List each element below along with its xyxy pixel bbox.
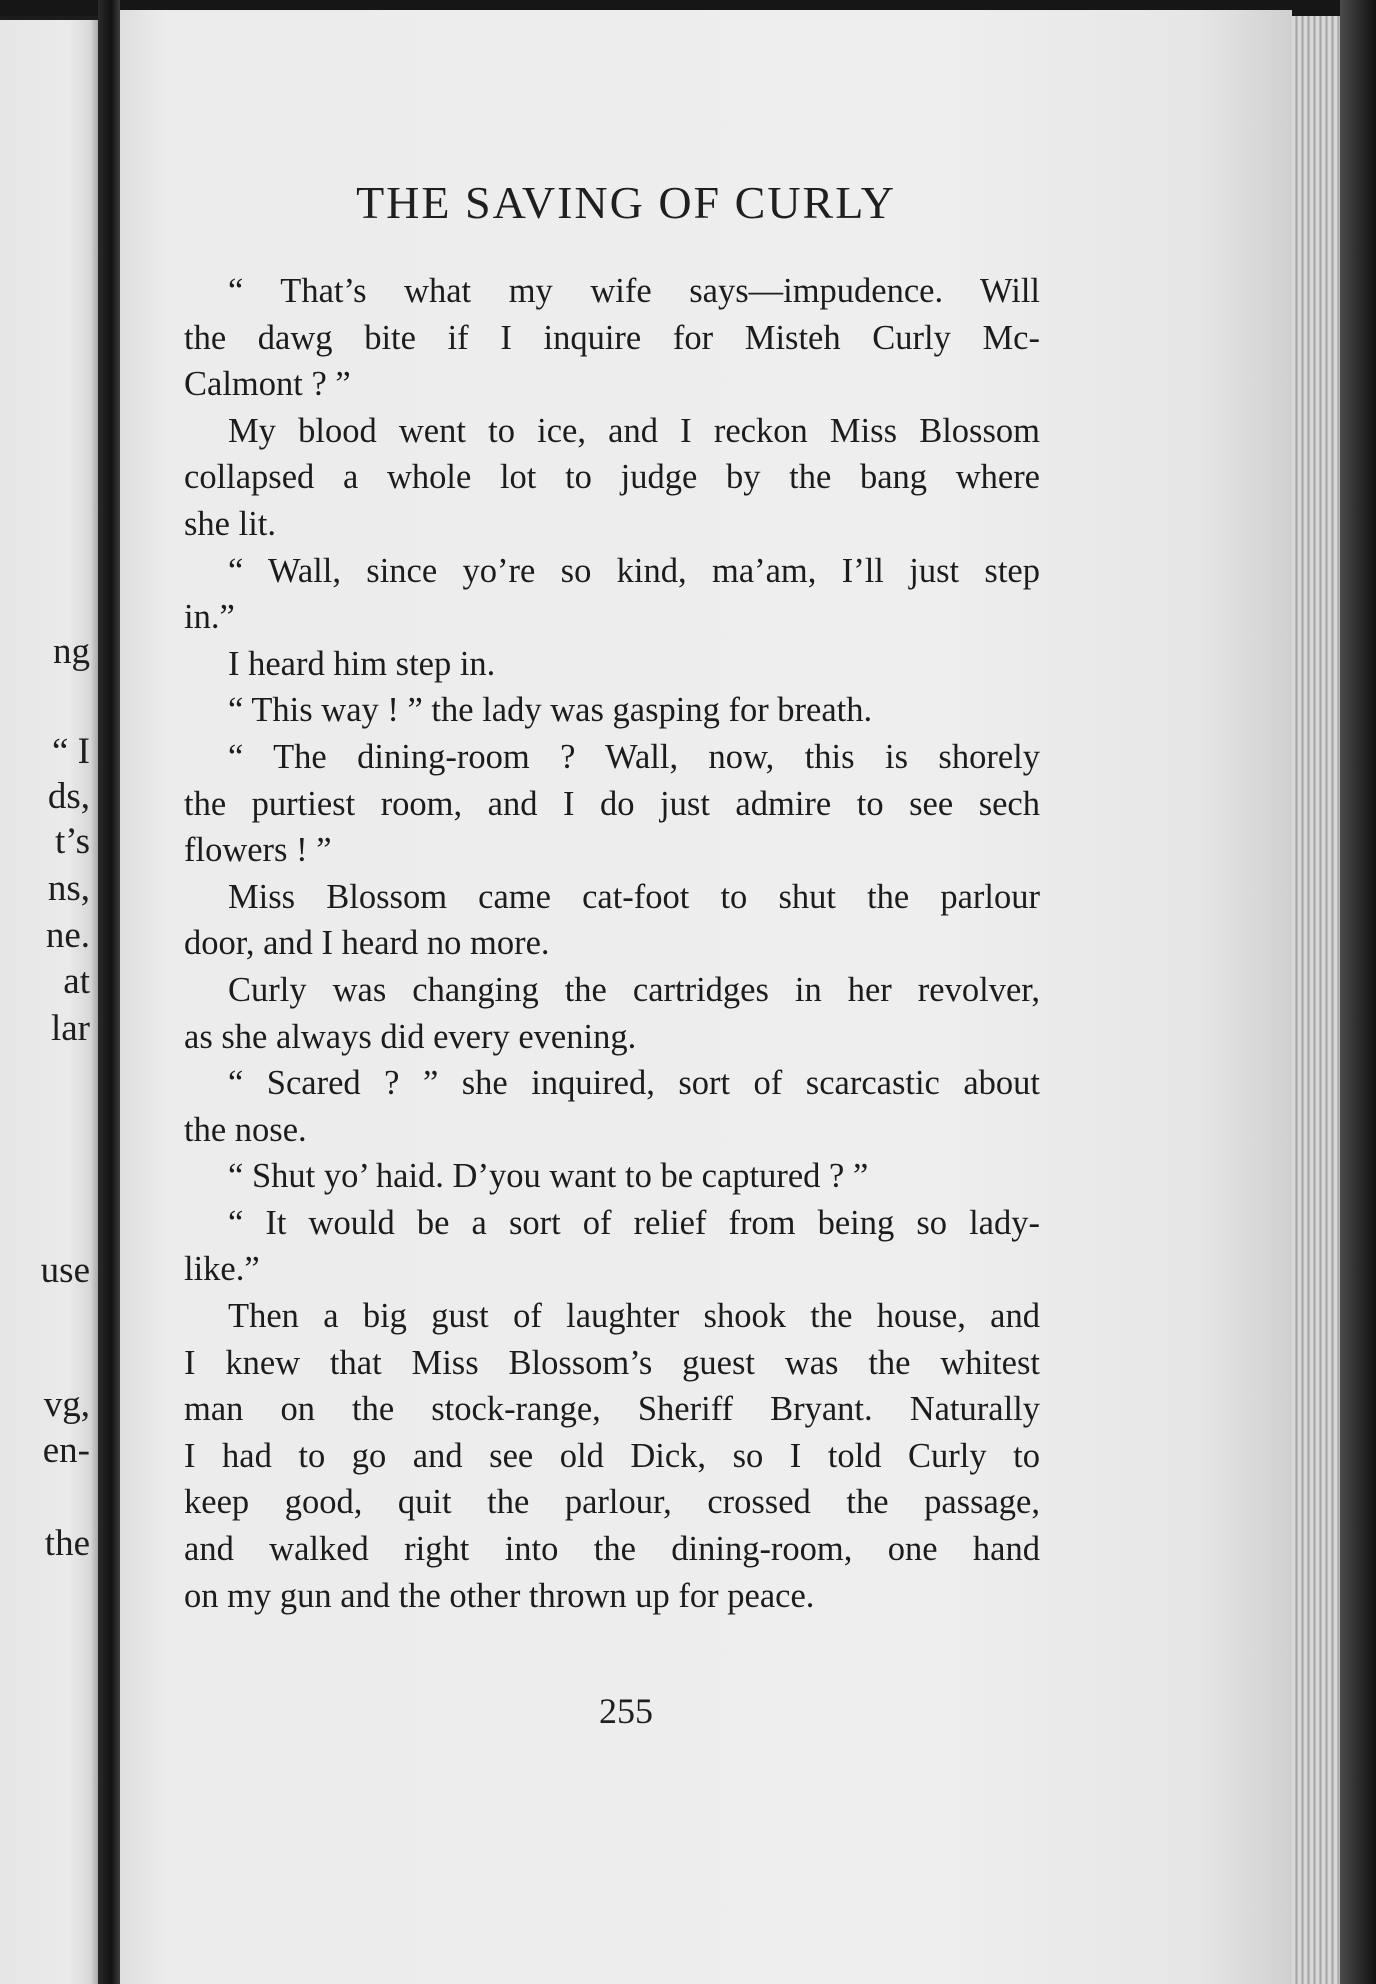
- text-line: door, and I heard no more.: [184, 924, 550, 963]
- text-line: “ This way ! ” the lady was gasping for breath.: [228, 691, 873, 730]
- text-line: like.”: [184, 1250, 260, 1289]
- left-page-fragment: ne.: [45, 915, 90, 956]
- left-page-fragment: en-: [42, 1430, 90, 1471]
- text-line: “ It would be a sort of relief from being so lady-: [228, 1203, 1040, 1242]
- text-line: “ That’s what my wife says—impudence. Will: [228, 272, 1040, 310]
- page-number: 255: [599, 1691, 653, 1731]
- text-line: flowers ! ”: [184, 831, 332, 870]
- left-page-fragment: ds,: [47, 776, 90, 817]
- left-page-fragment: “ I: [52, 731, 90, 772]
- text-line: Miss Blossom came cat-foot to shut the parlour: [228, 877, 1040, 916]
- text-line: on my gun and the other thrown up for peace.: [184, 1576, 815, 1615]
- left-page-fragment: use: [40, 1250, 90, 1291]
- text-line: she lit.: [184, 504, 276, 543]
- text-line: collapsed a whole lot to judge by the bang where: [184, 458, 1040, 497]
- running-head: THE SAVING OF CURLY: [356, 177, 896, 228]
- text-line: the nose.: [184, 1110, 307, 1149]
- text-line: “ The dining-room ? Wall, now, this is shorely: [228, 737, 1040, 776]
- text-line: Calmont ? ”: [184, 365, 351, 404]
- text-line: “ Wall, since yo’re so kind, ma’am, I’ll just step: [228, 551, 1040, 590]
- text-line: the dawg bite if I inquire for Misteh Curly Mc-: [184, 318, 1040, 357]
- left-page-fragment: the: [44, 1523, 90, 1564]
- text-line: I heard him step in.: [228, 644, 496, 683]
- text-line: My blood went to ice, and I reckon Miss Blossom: [228, 411, 1040, 450]
- text-line: the purtiest room, and I do just admire to see sech: [184, 784, 1040, 823]
- text-line: “ Shut yo’ haid. D’you want to be captured ? ”: [228, 1157, 869, 1196]
- text-line: Then a big gust of laughter shook the house, and: [228, 1297, 1040, 1336]
- text-line: and walked right into the dining-room, one hand: [184, 1530, 1040, 1569]
- text-line: in.”: [184, 598, 235, 637]
- text-line: keep good, quit the parlour, crossed the passage,: [184, 1483, 1040, 1522]
- left-page-fragment: ng: [53, 631, 90, 672]
- text-line: man on the stock-range, Sheriff Bryant. Naturally: [184, 1390, 1040, 1429]
- text-line: “ Scared ? ” she inquired, sort of scarcastic about: [228, 1064, 1040, 1103]
- page-edges: [1292, 16, 1340, 1984]
- left-page-fragment: t’s: [55, 821, 90, 862]
- left-page-fragment: lar: [50, 1008, 90, 1049]
- left-page-fragment: ns,: [47, 868, 90, 909]
- left-page-fragment: at: [63, 961, 90, 1002]
- left-facing-page: [0, 20, 98, 1984]
- text-line: Curly was changing the cartridges in her revolver,: [228, 970, 1040, 1009]
- left-page-fragment: vg,: [43, 1384, 90, 1425]
- text-line: as she always did every evening.: [184, 1017, 637, 1056]
- text-line: I had to go and see old Dick, so I told Curly to: [184, 1436, 1040, 1475]
- text-line: I knew that Miss Blossom’s guest was the whitest: [184, 1343, 1040, 1382]
- book-gutter: [98, 0, 120, 1984]
- body-text: [184, 268, 1040, 1619]
- right-shadow: [1340, 0, 1376, 1984]
